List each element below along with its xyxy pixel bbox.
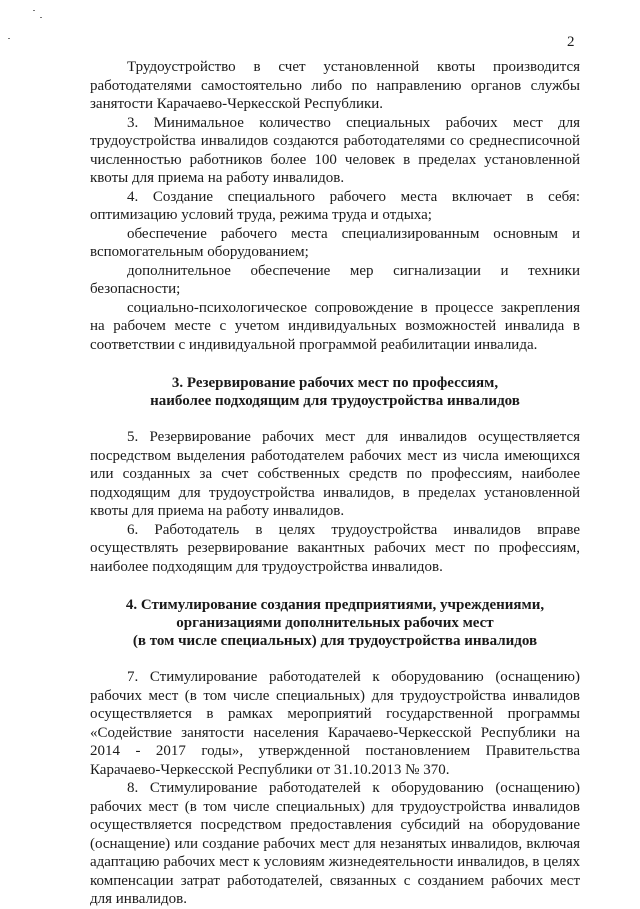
paragraph: 5. Резервирование рабочих мест для инвалидов осуществляется посредством выделения работодателем рабочих мест из числа имеющихся или созданных за счет собственных средств по профессиям, наиболее подходящим для трудоустройства инвалидов, в пределах установленной квоты для приема на работу инвалидов.	[90, 429, 580, 519]
section-heading-line: (в том числе специальных) для трудоустройства инвалидов	[132, 633, 538, 649]
paragraph: 3. Минимальное количество специальных рабочих мест для трудоустройства инвалидов создаются работодателями со среднесписочной численностью работников более 100 человек в пределах установленной квоты для приема на работу инвалидов.	[90, 114, 580, 186]
paragraph: обеспечение рабочего места специализированным основным и вспомогательным оборудованием;	[90, 225, 580, 260]
section-heading-line: 3. Резервирование рабочих мест по профессиям,	[171, 375, 499, 391]
paragraph: дополнительное обеспечение мер сигнализации и техники безопасности;	[90, 262, 580, 297]
section-heading-line: наиболее подходящим для трудоустройства инвалидов	[150, 393, 520, 409]
section-heading-line: 4. Стимулирование создания предприятиями, учреждениями,	[125, 597, 545, 613]
scan-artifact	[33, 10, 35, 11]
paragraph: 4. Создание специального рабочего места включает в себя: оптимизацию условий труда, режима труда и отдыха;	[90, 188, 580, 223]
scan-artifact	[8, 38, 10, 39]
section-4-heading	[90, 596, 580, 650]
scan-artifact	[40, 17, 42, 18]
section-3-heading	[90, 374, 580, 410]
section-heading-line: организациями дополнительных рабочих мест	[176, 615, 494, 631]
paragraph: 6. Работодатель в целях трудоустройства инвалидов вправе осуществлять резервирование вакантных рабочих мест по профессиям, наиболее подходящим для трудоустройства инвалидов.	[90, 521, 580, 575]
paragraph: 8. Стимулирование работодателей к оборудованию (оснащению) рабочих мест (в том числе специальных) для трудоустройства инвалидов осуществляется посредством предоставления субсидий на оборудование (оснащение) или создание рабочих мест для незанятых инвалидов, включая адаптацию рабочих мест к условиям жизнедеятельности инвалидов, в целях компенсации затрат работодателей, связанных с созданием рабочих мест для инвалидов.	[90, 780, 580, 907]
paragraph: Трудоустройство в счет установленной квоты производится работодателями самостоятельно либо по направлению органов службы занятости Карачаево-Черкесской Республики.	[90, 59, 580, 112]
paragraph: социально-психологическое сопровождение в процессе закрепления на рабочем месте с учетом индивидуальных возможностей инвалида в соответствии с индивидуальной программой реабилитации инвалида.	[90, 299, 580, 353]
document-body	[90, 58, 580, 909]
page-number: 2	[567, 34, 575, 50]
paragraph: 7. Стимулирование работодателей к оборудованию (оснащению) рабочих мест (в том числе специальных) для трудоустройства инвалидов осуществляется в рамках мероприятий государственной программы «Содействие занятости населения Карачаево-Черкесской Республики на 2014 - 2017 годы», утвержденной постановлением Правительства Карачаево-Черкесской Республики от 31.10.2013 № 370.	[90, 669, 580, 778]
